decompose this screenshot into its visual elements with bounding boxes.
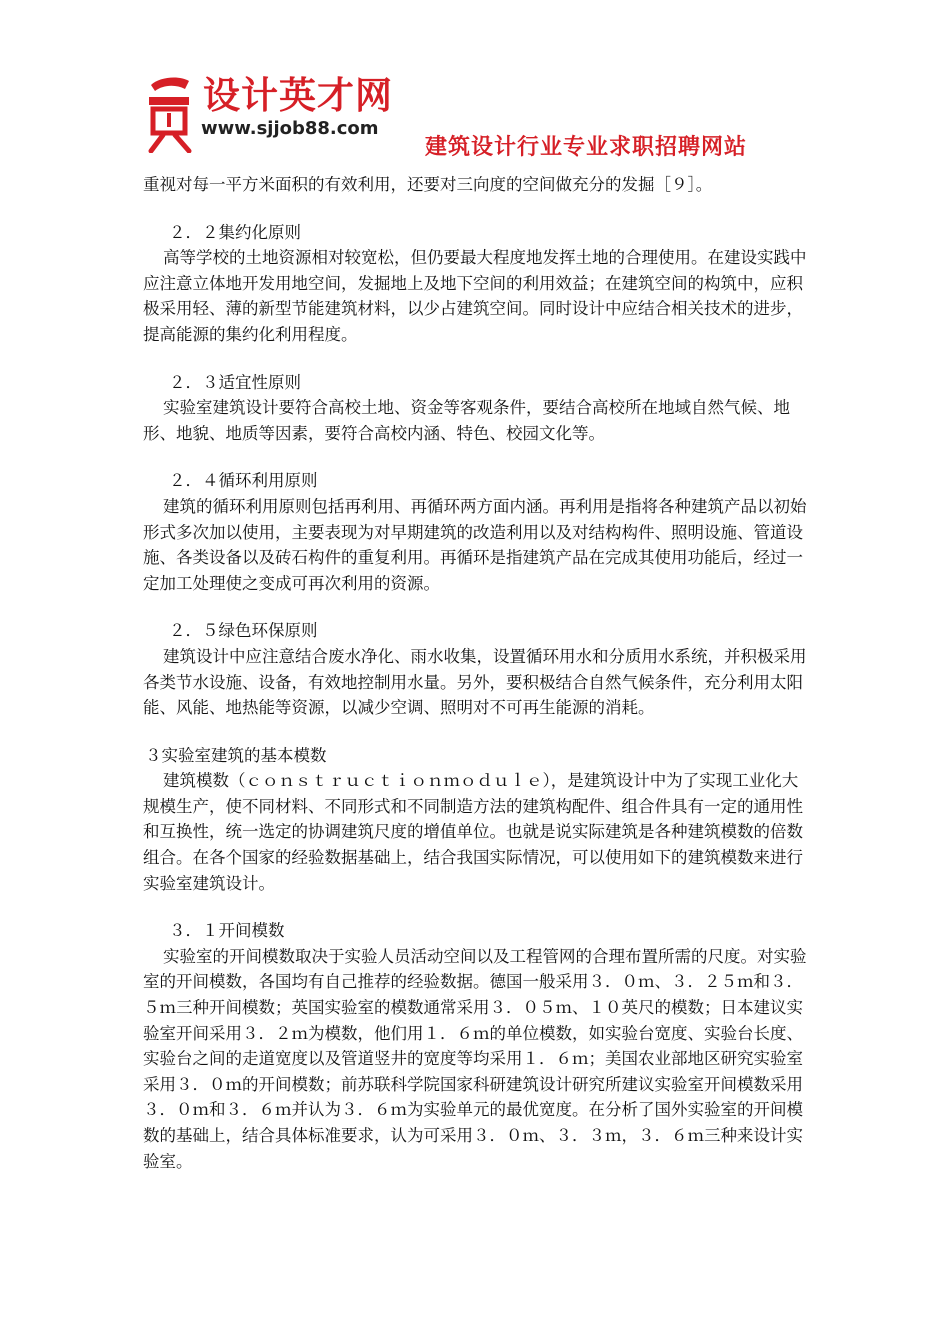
section-2-5-paragraph: 建筑设计中应注意结合废水净化、雨水收集，设置循环用水和分质用水系统，并积极采用各类节水设施、设备，有效地控制用水量。另外，要积极结合自然气候条件，充分利用太阳能、风能、地热能等资源，以减少空调、照明对不可再生能源的消耗。 (143, 646, 807, 718)
section-3-paragraph: 建筑模数（ｃｏｎｓｔｒｕｃｔｉｏｎｍｏｄｕｌｅ），是建筑设计中为了实现工业化大规模生产，使不同材料、不同形式和不同制造方法的建筑构配件、组合件具有一定的通用性和互换性，统一选定的协调建筑尺度的增值单位。也就是说实际建筑是各种建筑模数的倍数组合。在各个国家的经验数据基础上，结合我国实际情况，可以使用如下的建筑模数来进行实验室建筑设计。 (143, 771, 803, 893)
section-3-1-paragraph: 实验室的开间模数取决于实验人员活动空间以及工程管网的合理布置所需的尺度。对实验室的开间模数，各国均有自己推荐的经验数据。德国一般采用３．０ｍ、３．２５ｍ和３．５ｍ三种开间模数；英国实验室的模数通常采用３．０５ｍ、１０英尺的模数；日本建议实验室开间采用３．２ｍ为模数，他们用１．６ｍ的单位模数，如实验台宽度、实验台长度、实验台之间的走道宽度以及管道竖井的宽度等均采用１．６ｍ；美国农业部地区研究实验室采用３．０ｍ的开间模数；前苏联科学院国家科研建筑设计研究所建议实验室开间模数采用３．０ｍ和３．６ｍ并认为３．６ｍ为实验单元的最优宽度。在分析了国外实验室的开间模数的基础上，结合具体标准要求，认为可采用３．０ｍ、３．３ｍ，３．６ｍ三种来设计实验室。 (143, 946, 807, 1171)
document-body (143, 172, 813, 1174)
section-2-3-title: ２．３适宜性原则 (169, 372, 301, 392)
section-2-2-paragraph: 高等学校的土地资源相对较宽松，但仍要最大程度地发挥土地的合理使用。在建设实践中应注意立体地开发用地空间，发掘地上及地下空间的利用效益；在建筑空间的构筑中，应积极采用轻、薄的新型节能建筑材料，以少占建筑空间。同时设计中应结合相关技术的进步，提高能源的集约化利用程度。 (143, 248, 807, 344)
section-3-title: ３实验室建筑的基本模数 (145, 745, 327, 765)
section-2-3-paragraph: 实验室建筑设计要符合高校土地、资金等客观条件，要结合高校所在地域自然气候、地形、地貌、地质等因素，要符合高校内涵、特色、校园文化等。 (143, 398, 790, 443)
site-slogan: 建筑设计行业专业求职招聘网站 (425, 135, 748, 160)
logo-icon (145, 75, 193, 153)
section-2-5-title: ２．５绿色环保原则 (169, 621, 318, 641)
site-header (145, 70, 805, 170)
brand-name: 设计英才网 (203, 74, 393, 117)
intro-paragraph: 重视对每一平方米面积的有效利用，还要对三向度的空间做充分的发掘［９］。 (143, 175, 713, 194)
section-2-2-title: ２．２集约化原则 (169, 222, 301, 242)
section-3-1-title: ３．１开间模数 (169, 921, 285, 941)
brand-url[interactable]: www.sjjob88.com (201, 118, 379, 139)
section-2-4-paragraph: 建筑的循环利用原则包括再利用、再循环两方面内涵。再利用是指将各种建筑产品以初始形式多次加以使用，主要表现为对早期建筑的改造利用以及对结构构件、照明设施、管道设施、各类设备以及砖石构件的重复利用。再循环是指建筑产品在完成其使用功能后，经过一定加工处理使之变成可再次利用的资源。 (143, 496, 807, 593)
section-2-4-title: ２．４循环利用原则 (169, 471, 318, 491)
